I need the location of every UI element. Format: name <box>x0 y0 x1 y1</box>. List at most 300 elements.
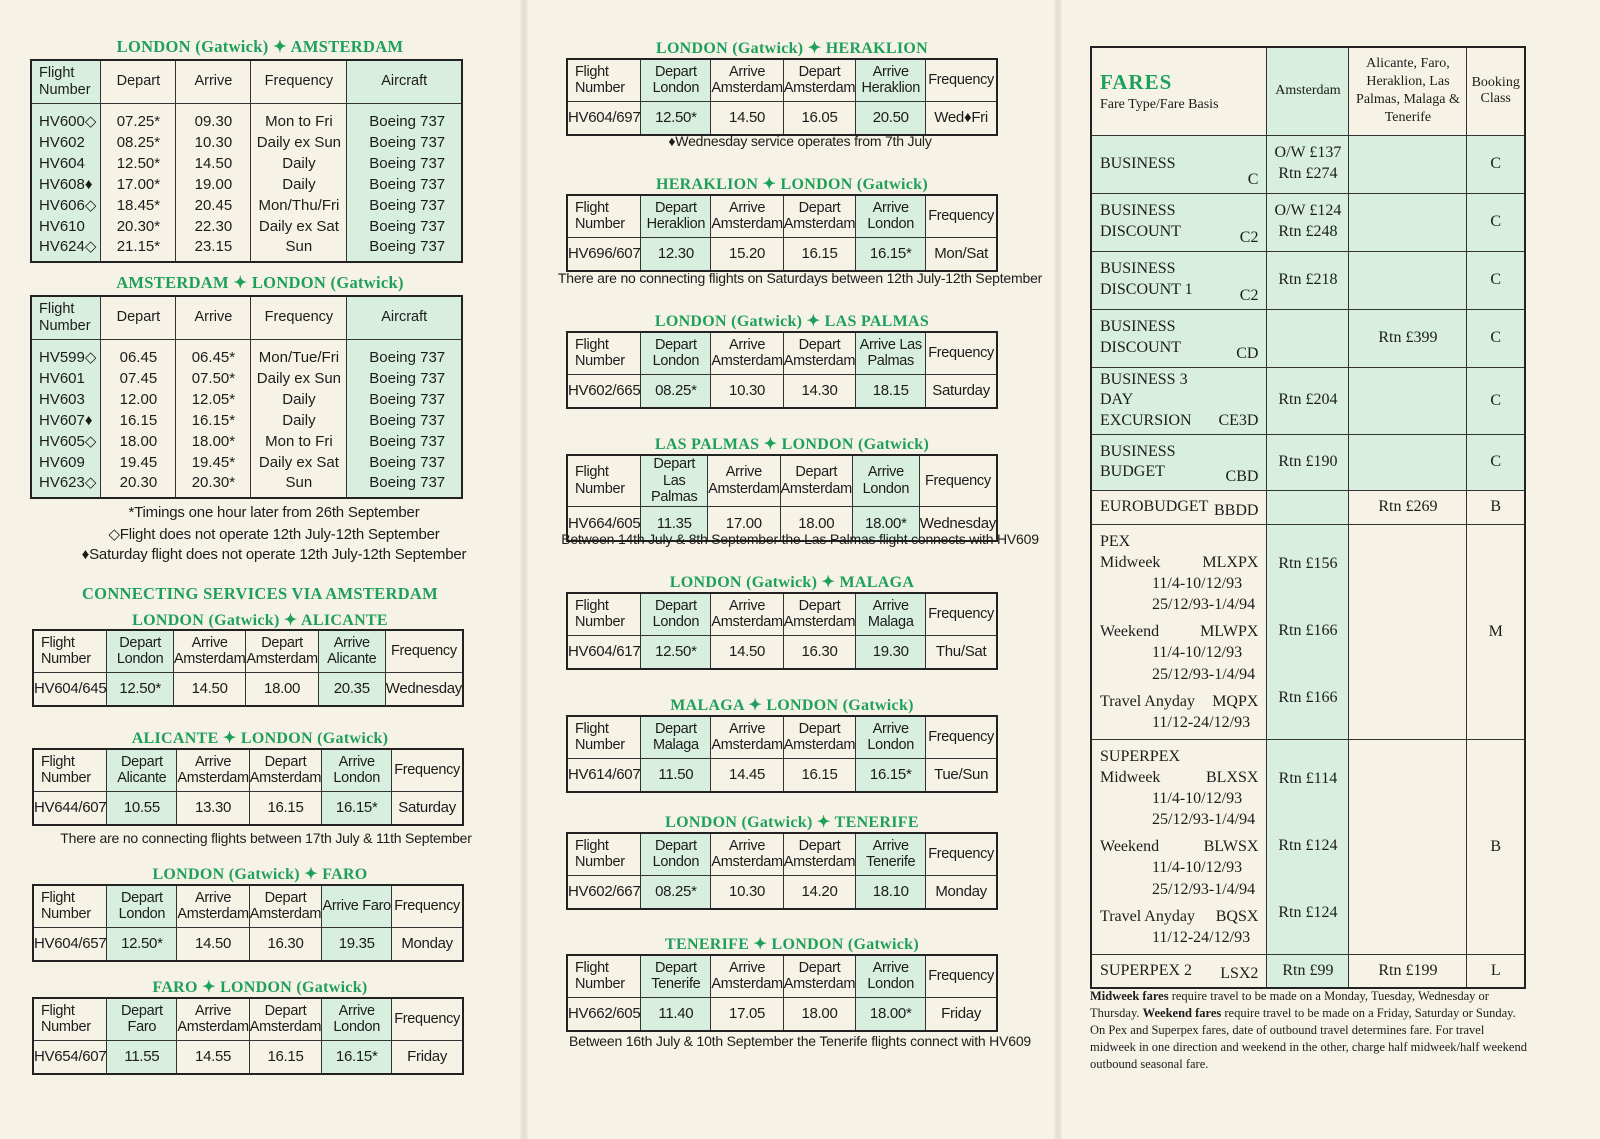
header-row <box>33 749 463 791</box>
aircraft: Boeing 737 <box>347 389 462 410</box>
arrive-time: 18.00* <box>852 507 919 541</box>
fare-line-text: 25/12/93-1/4/94 <box>1152 811 1256 829</box>
route-title: LAS PALMAS ✦ LONDON (Gatwick) <box>654 436 930 453</box>
depart-time: 21.15* <box>101 237 176 262</box>
fare-line <box>1100 857 1258 878</box>
fare-amsterdam <box>1267 309 1349 367</box>
header-frequency: Frequency <box>919 455 997 507</box>
frequency: Saturday <box>392 791 463 825</box>
fare-name: BUSINESS DISCOUNT <box>1100 202 1181 240</box>
arrive-time: 18.15 <box>856 374 926 408</box>
table-row <box>31 389 462 410</box>
aircraft: Boeing 737 <box>347 132 462 153</box>
fare-other: Rtn £269 <box>1349 490 1467 524</box>
route-title: LONDON (Gatwick) ✦ HERAKLION <box>655 40 929 57</box>
header-depart-origin: Depart London <box>107 885 177 927</box>
fares-col-other: Alicante, Faro, Heraklion, Las Palmas, Malaga & Tenerife <box>1349 47 1467 135</box>
header-row <box>567 195 997 237</box>
arrive-time: 16.15* <box>322 1040 392 1074</box>
depart-time: 12.50* <box>641 635 711 669</box>
arrive-amsterdam-time: 17.00 <box>708 507 780 541</box>
flight-number: HV610 <box>31 216 101 237</box>
header-row <box>567 716 997 758</box>
header-arrive-amsterdam: Arrive Amsterdam <box>173 630 245 672</box>
fare-line <box>1100 621 1258 642</box>
header-arrive-amsterdam: Arrive Amsterdam <box>711 955 783 997</box>
route-title: ALICANTE ✦ LONDON (Gatwick) <box>131 730 389 747</box>
header-flight-number: Flight Number <box>567 593 641 635</box>
connection-table <box>566 194 998 272</box>
fare-amount: Rtn £124 <box>1278 836 1338 854</box>
booking-class: C <box>1467 135 1525 193</box>
header-aircraft: Aircraft <box>347 296 462 339</box>
depart-time: 19.45 <box>101 452 176 473</box>
connection-table <box>566 454 998 542</box>
fare-amsterdam <box>1267 490 1349 524</box>
header-flight-number: Flight Number <box>567 59 641 101</box>
depart-time: 12.50* <box>101 153 176 174</box>
fare-line-text: PEX <box>1100 532 1131 550</box>
arrive-time: 16.15* <box>322 791 392 825</box>
connection-table <box>32 748 464 826</box>
fares-col-class: Booking Class <box>1467 47 1525 135</box>
fare-other <box>1349 135 1467 193</box>
table-row <box>31 216 462 237</box>
fare-line-text: SUPERPEX <box>1100 747 1181 765</box>
table-row <box>31 452 462 473</box>
fare-type <box>1091 434 1267 490</box>
footnote-diamond-solid: ♦Saturday flight does not operate 12th July-12th September <box>81 546 467 563</box>
fare-name: BUSINESS 3 DAY EXCURSION <box>1100 370 1192 430</box>
header-depart-amsterdam: Depart Amsterdam <box>246 630 318 672</box>
arrive-time: 18.10 <box>856 875 926 909</box>
booking-class: C <box>1467 434 1525 490</box>
table-row <box>31 174 462 195</box>
header-arrive-amsterdam: Arrive Amsterdam <box>711 833 783 875</box>
table-row <box>33 791 463 825</box>
frequency: Mon to Fri <box>251 431 347 452</box>
fare-line-text: 25/12/93-1/4/94 <box>1152 596 1256 614</box>
header-row <box>33 885 463 927</box>
header-arrive-amsterdam: Arrive Amsterdam <box>711 593 783 635</box>
flight-number: HV605◇ <box>31 431 101 452</box>
fare-line <box>1100 927 1258 948</box>
flight-number: HV696/607 <box>567 237 641 271</box>
header-depart-amsterdam: Depart Amsterdam <box>249 749 321 791</box>
arrive-time: 20.50 <box>856 101 926 135</box>
fare-line <box>1100 531 1258 552</box>
fares-table <box>1090 46 1526 989</box>
flight-number: HV604/657 <box>33 927 107 961</box>
header-flight-number: Flight Number <box>567 332 641 374</box>
fare-other-superpex <box>1349 739 1467 954</box>
depart-time: 07.25* <box>101 103 176 132</box>
header-depart-origin: Depart Malaga <box>641 716 711 758</box>
header-row <box>567 59 997 101</box>
table-row <box>31 237 462 262</box>
fares-title: FARES <box>1100 69 1173 94</box>
fare-other-pex <box>1349 524 1467 739</box>
arrive-amsterdam-time: 14.50 <box>173 672 245 706</box>
arrive-time: 23.15 <box>176 237 251 262</box>
fare-line-text: 11/4-10/12/93 <box>1152 859 1243 877</box>
flight-number: HV664/605 <box>567 507 641 541</box>
fare-row <box>1091 490 1525 524</box>
fare-line-text: Weekend <box>1100 623 1160 641</box>
fare-line-text: 25/12/93-1/4/94 <box>1152 665 1256 683</box>
fare-basis-code: C <box>1247 170 1259 188</box>
flight-number: HV614/607 <box>567 758 641 792</box>
header-depart-amsterdam: Depart Amsterdam <box>783 332 855 374</box>
header-flight-number: Flight Number <box>33 998 107 1040</box>
header-flight-number: Flight Number <box>567 455 641 507</box>
flight-number: HV604/617 <box>567 635 641 669</box>
page-fold <box>1054 0 1062 1139</box>
fare-line-text: 11/4-10/12/93 <box>1152 575 1243 593</box>
fare-row-superpex <box>1091 739 1525 954</box>
frequency: Sun <box>251 473 347 498</box>
fare-row <box>1091 434 1525 490</box>
table-row <box>31 103 462 132</box>
header-row <box>567 833 997 875</box>
fares-header-cell <box>1091 47 1267 135</box>
header-depart: Depart <box>101 60 176 103</box>
frequency: Daily ex Sat <box>251 216 347 237</box>
fare-line <box>1100 767 1258 788</box>
fare-type <box>1091 251 1267 309</box>
flight-number: HV623◇ <box>31 473 101 498</box>
fare-line <box>1100 552 1258 573</box>
frequency: Saturday <box>926 374 997 408</box>
header-arrive-destination: Arrive London <box>322 749 392 791</box>
depart-amsterdam-time: 16.30 <box>249 927 321 961</box>
arrive-amsterdam-time: 14.45 <box>711 758 783 792</box>
arrive-time: 19.00 <box>176 174 251 195</box>
fare-type-pex <box>1091 524 1267 739</box>
flight-number: HV604 <box>31 153 101 174</box>
header-depart-origin: Depart Heraklion <box>641 195 711 237</box>
header-depart-amsterdam: Depart Amsterdam <box>783 593 855 635</box>
depart-amsterdam-time: 16.15 <box>249 1040 321 1074</box>
flight-number: HV602/667 <box>567 875 641 909</box>
fare-amsterdam: O/W £137 Rtn £274 <box>1267 135 1349 193</box>
header-frequency: Frequency <box>385 630 463 672</box>
arrive-amsterdam-time: 14.50 <box>711 635 783 669</box>
fare-line <box>1100 809 1258 830</box>
route-title: TENERIFE ✦ LONDON (Gatwick) <box>665 936 919 953</box>
table-row <box>567 635 997 669</box>
fare-line-text: MLXPX <box>1202 554 1259 571</box>
arrive-amsterdam-time: 14.55 <box>177 1040 249 1074</box>
header-depart-amsterdam: Depart Amsterdam <box>249 998 321 1040</box>
depart-amsterdam-time: 18.00 <box>246 672 318 706</box>
fare-basis-code: CE3D <box>1218 411 1259 429</box>
flight-number: HV624◇ <box>31 237 101 262</box>
fares-footnote <box>1090 988 1530 1072</box>
connection-table <box>32 884 464 962</box>
booking-class-pex: M <box>1467 524 1525 739</box>
header-row <box>567 593 997 635</box>
connection-note: There are no connecting flights between 17th July & 11th September <box>60 830 472 846</box>
header-flight-number: Flight Number <box>31 296 101 339</box>
frequency: Friday <box>926 997 997 1031</box>
arrive-time: 19.35 <box>322 927 392 961</box>
fare-amsterdam-superpex <box>1267 739 1349 954</box>
connection-table <box>566 954 998 1032</box>
fare-other <box>1349 251 1467 309</box>
frequency: Daily <box>251 410 347 431</box>
footnote-star: *Timings one hour later from 26th September <box>128 504 420 521</box>
route-title: LONDON (Gatwick) ✦ TENERIFE <box>665 814 919 831</box>
header-frequency: Frequency <box>926 716 997 758</box>
arrive-time: 20.30* <box>176 473 251 498</box>
header-depart: Depart <box>101 296 176 339</box>
frequency: Sun <box>251 237 347 262</box>
fares-panel <box>1062 0 1600 1139</box>
depart-time: 10.55 <box>107 791 177 825</box>
fare-basis-code: LSX2 <box>1220 965 1259 983</box>
aircraft: Boeing 737 <box>347 473 462 498</box>
header-frequency: Frequency <box>392 749 463 791</box>
depart-time: 12.50* <box>107 927 177 961</box>
header-depart-origin: Depart London <box>641 833 711 875</box>
header-arrive-destination: Arrive London <box>856 955 926 997</box>
flight-number: HV654/607 <box>33 1040 107 1074</box>
fare-line-text: BQSX <box>1215 907 1259 925</box>
fare-name: EUROBUDGET <box>1100 497 1209 515</box>
depart-time: 12.50* <box>107 672 174 706</box>
arrive-time: 18.00* <box>856 997 926 1031</box>
connection-table <box>566 331 998 409</box>
fare-line-text: 11/4-10/12/93 <box>1152 644 1243 662</box>
fare-basis-code: C2 <box>1239 228 1259 246</box>
flight-number: HV604/697 <box>567 101 641 135</box>
header-frequency: Frequency <box>926 593 997 635</box>
aircraft: Boeing 737 <box>347 216 462 237</box>
header-frequency: Frequency <box>926 332 997 374</box>
table-row <box>31 153 462 174</box>
header-arrive-amsterdam: Arrive Amsterdam <box>711 59 783 101</box>
flight-number: HV602/665 <box>567 374 641 408</box>
arrive-amsterdam-time: 17.05 <box>711 997 783 1031</box>
header-flight-number: Flight Number <box>33 885 107 927</box>
fare-line <box>1100 691 1258 712</box>
route-title: FARO ✦ LONDON (Gatwick) <box>152 979 368 996</box>
table-row <box>33 672 463 706</box>
fare-amount: Rtn £166 <box>1278 622 1338 639</box>
arrive-amsterdam-time: 15.20 <box>711 237 783 271</box>
aircraft: Boeing 737 <box>347 153 462 174</box>
fare-type <box>1091 367 1267 434</box>
fare-line-text: 11/4-10/12/93 <box>1152 790 1243 808</box>
connection-table <box>32 997 464 1075</box>
flight-number: HV599◇ <box>31 339 101 368</box>
header-depart-origin: Depart London <box>107 630 174 672</box>
fare-row <box>1091 309 1525 367</box>
flight-number: HV609 <box>31 452 101 473</box>
header-flight-number: Flight Number <box>567 716 641 758</box>
header-arrive-destination: Arrive Faro <box>322 885 392 927</box>
frequency: Daily <box>251 153 347 174</box>
depart-time: 06.45 <box>101 339 176 368</box>
fare-line-text: Midweek <box>1100 768 1161 786</box>
depart-amsterdam-time: 16.15 <box>783 758 855 792</box>
fare-amsterdam: Rtn £99 <box>1267 954 1349 988</box>
aircraft: Boeing 737 <box>347 195 462 216</box>
arrive-time: 12.05* <box>176 389 251 410</box>
fare-name: BUSINESS DISCOUNT <box>1100 318 1181 356</box>
flight-number: HV644/607 <box>33 791 107 825</box>
arrive-time: 06.45* <box>176 339 251 368</box>
fare-type <box>1091 193 1267 251</box>
arrive-time: 20.35 <box>318 672 385 706</box>
arrive-time: 07.50* <box>176 368 251 389</box>
left-panel <box>0 0 520 1139</box>
weekend-fares-label: Weekend fares <box>1142 1005 1222 1020</box>
table-row <box>31 431 462 452</box>
depart-time: 11.40 <box>641 997 711 1031</box>
fare-line-text: 11/12-24/12/93 <box>1152 713 1251 731</box>
frequency: Daily <box>251 389 347 410</box>
frequency: Monday <box>926 875 997 909</box>
fare-amount: Rtn £124 <box>1278 904 1338 922</box>
timetable-lgw-ams <box>30 59 463 263</box>
fare-row-pex <box>1091 524 1525 739</box>
booking-class: C <box>1467 251 1525 309</box>
header-arrive: Arrive <box>176 60 251 103</box>
frequency: Mon/Thu/Fri <box>251 195 347 216</box>
header-arrive-amsterdam: Arrive Amsterdam <box>177 998 249 1040</box>
header-depart-amsterdam: Depart Amsterdam <box>780 455 852 507</box>
table-row <box>567 758 997 792</box>
fare-line <box>1100 594 1258 615</box>
arrive-time: 22.30 <box>176 216 251 237</box>
fare-line <box>1100 712 1258 733</box>
depart-time: 18.00 <box>101 431 176 452</box>
frequency: Thu/Sat <box>926 635 997 669</box>
fare-amsterdam: Rtn £204 <box>1267 367 1349 434</box>
depart-amsterdam-time: 14.30 <box>783 374 855 408</box>
connection-table <box>566 58 998 136</box>
fare-line-text: MLWPX <box>1200 623 1259 641</box>
depart-time: 12.30 <box>641 237 711 271</box>
header-row <box>567 955 997 997</box>
header-depart-origin: Depart Alicante <box>107 749 177 791</box>
header-frequency: Frequency <box>926 195 997 237</box>
header-frequency: Frequency <box>251 60 347 103</box>
header-arrive-destination: Arrive Las Palmas <box>856 332 926 374</box>
fare-line-text: Midweek <box>1100 554 1161 571</box>
table-row <box>567 101 997 135</box>
route-title-ams-lgw: AMSTERDAM ✦ LONDON (Gatwick) <box>116 273 404 292</box>
arrive-time: 19.30 <box>856 635 926 669</box>
connection-table <box>566 592 998 670</box>
depart-time: 20.30* <box>101 216 176 237</box>
frequency: Wed♦Fri <box>926 101 997 135</box>
fare-line-text: Travel Anyday <box>1100 907 1195 925</box>
flight-number: HV606◇ <box>31 195 101 216</box>
fare-line <box>1100 664 1258 685</box>
aircraft: Boeing 737 <box>347 368 462 389</box>
fare-amount: Rtn £156 <box>1278 554 1338 572</box>
flight-number: HV604/645 <box>33 672 107 706</box>
booking-class: L <box>1467 954 1525 988</box>
frequency: Wednesday <box>919 507 997 541</box>
flight-number: HV601 <box>31 368 101 389</box>
fare-line-text: Travel Anyday <box>1100 692 1195 710</box>
header-arrive-amsterdam: Arrive Amsterdam <box>177 885 249 927</box>
depart-time: 07.45 <box>101 368 176 389</box>
connection-note: There are no connecting flights on Saturdays between 12th July-12th September <box>557 270 1043 286</box>
fare-row <box>1091 193 1525 251</box>
header-row <box>33 998 463 1040</box>
fare-name: BUSINESS DISCOUNT 1 <box>1100 260 1193 298</box>
booking-class: B <box>1467 490 1525 524</box>
aircraft: Boeing 737 <box>347 431 462 452</box>
arrive-time: 18.00* <box>176 431 251 452</box>
frequency: Tue/Sun <box>926 758 997 792</box>
fare-amsterdam: Rtn £190 <box>1267 434 1349 490</box>
header-flight-number: Flight Number <box>567 955 641 997</box>
header-depart-origin: Depart London <box>641 332 711 374</box>
header-depart-origin: Depart London <box>641 59 711 101</box>
arrive-amsterdam-time: 10.30 <box>711 374 783 408</box>
fare-type <box>1091 309 1267 367</box>
fare-row <box>1091 251 1525 309</box>
header-arrive-destination: Arrive Alicante <box>318 630 385 672</box>
timetable-ams-lgw <box>30 295 463 499</box>
header-depart-origin: Depart Tenerife <box>641 955 711 997</box>
arrive-time: 14.50 <box>176 153 251 174</box>
fare-basis-code: C2 <box>1239 286 1259 304</box>
header-flight-number: Flight Number <box>567 833 641 875</box>
header-depart-origin: Depart Faro <box>107 998 177 1040</box>
header-depart-amsterdam: Depart Amsterdam <box>783 833 855 875</box>
arrive-time: 09.30 <box>176 103 251 132</box>
header-arrive-destination: Arrive Tenerife <box>856 833 926 875</box>
header-frequency: Frequency <box>926 833 997 875</box>
header-flight-number: Flight Number <box>33 749 107 791</box>
fare-row <box>1091 135 1525 193</box>
arrive-time: 19.45* <box>176 452 251 473</box>
table-row <box>567 875 997 909</box>
depart-time: 18.45* <box>101 195 176 216</box>
frequency: Mon/Sat <box>926 237 997 271</box>
route-title: LONDON (Gatwick) ✦ LAS PALMAS <box>654 313 930 330</box>
fare-type <box>1091 490 1267 524</box>
fare-line-text: 25/12/93-1/4/94 <box>1152 880 1256 898</box>
header-frequency: Frequency <box>926 59 997 101</box>
fare-amount: Rtn £166 <box>1278 689 1338 707</box>
page-fold <box>520 0 528 1139</box>
fare-basis-code: CD <box>1236 344 1259 362</box>
fare-line <box>1100 573 1258 594</box>
header-arrive-amsterdam: Arrive Amsterdam <box>711 332 783 374</box>
booking-class: C <box>1467 193 1525 251</box>
fare-row <box>1091 367 1525 434</box>
depart-amsterdam-time: 18.00 <box>780 507 852 541</box>
fare-line <box>1100 642 1258 663</box>
route-title: HERAKLION ✦ LONDON (Gatwick) <box>655 176 929 193</box>
header-depart-amsterdam: Depart Amsterdam <box>783 716 855 758</box>
header-arrive-destination: Arrive London <box>856 716 926 758</box>
header-arrive-destination: Arrive London <box>322 998 392 1040</box>
flight-number: HV603 <box>31 389 101 410</box>
table-row <box>33 927 463 961</box>
table-row <box>31 132 462 153</box>
fare-other: Rtn £199 <box>1349 954 1467 988</box>
header-flight-number: Flight Number <box>31 60 101 103</box>
